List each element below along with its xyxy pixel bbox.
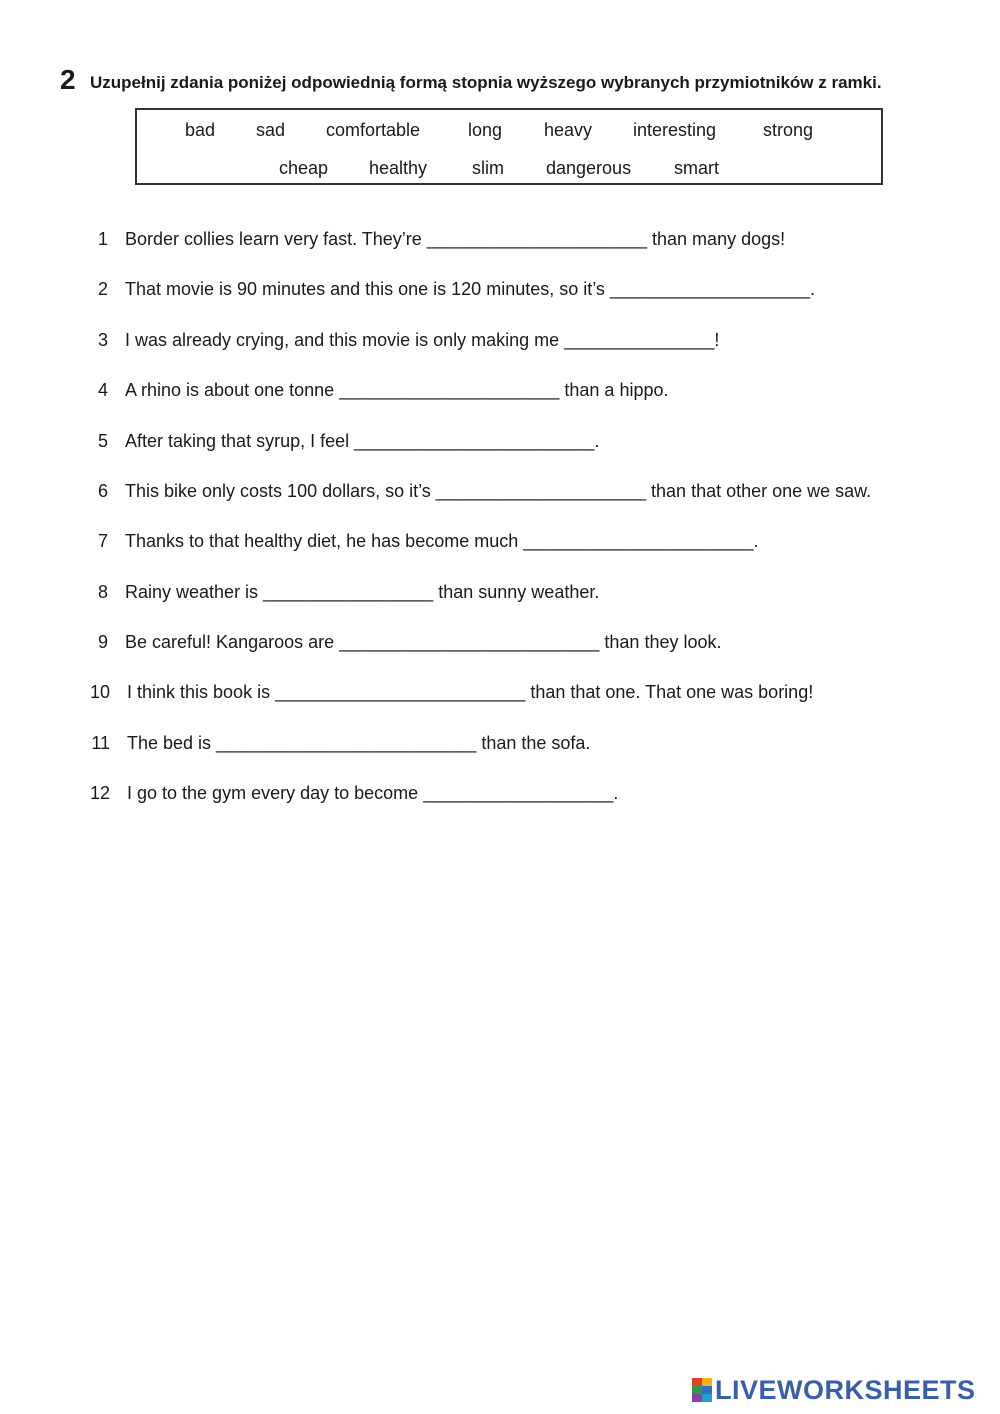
sentence-text[interactable]: Border collies learn very fast. They’re ______________________ than many dogs! — [125, 229, 786, 249]
word-option: heavy — [544, 120, 593, 140]
sentence-item — [0, 780, 1000, 806]
sentence-item — [0, 478, 1000, 504]
word-option: cheap — [279, 158, 329, 178]
liveworksheets-logo[interactable] — [692, 1375, 976, 1405]
sentence-text[interactable]: Be careful! Kangaroos are __________________________ than they look. — [125, 632, 722, 652]
sentence-item — [0, 226, 1000, 252]
task-number: 2 — [60, 64, 76, 95]
word-option: sad — [256, 120, 286, 140]
sentence-text[interactable]: The bed is __________________________ than the sofa. — [127, 733, 591, 753]
word-box-row-1 — [137, 118, 881, 142]
task-instruction: Uzupełnij zdania poniżej odpowiednią formą stopnia wyższego wybranych przymiotników z ramki. — [90, 73, 882, 92]
word-option: long — [468, 120, 503, 140]
liveworksheets-logo-icon — [692, 1378, 712, 1402]
word-option: interesting — [633, 120, 717, 140]
sentence-number: 7 — [97, 531, 108, 551]
sentence-item — [0, 327, 1000, 353]
sentence-number: 12 — [89, 783, 110, 803]
sentence-item — [0, 679, 1000, 705]
word-box — [135, 108, 883, 185]
word-option: strong — [763, 120, 814, 140]
sentence-item — [0, 377, 1000, 403]
logo-tile — [692, 1378, 702, 1386]
word-option: slim — [472, 158, 504, 178]
logo-tile — [702, 1378, 712, 1386]
word-option: bad — [185, 120, 216, 140]
sentence-item — [0, 276, 1000, 302]
sentence-text[interactable]: I go to the gym every day to become ___________________. — [127, 783, 619, 803]
sentence-number: 3 — [97, 330, 108, 350]
sentence-number: 8 — [97, 582, 108, 602]
word-option: healthy — [369, 158, 428, 178]
sentence-text[interactable]: This bike only costs 100 dollars, so it’s _____________________ than that other one we saw. — [125, 481, 872, 501]
sentence-text[interactable]: I was already crying, and this movie is only making me _______________! — [125, 330, 720, 350]
word-option: comfortable — [326, 120, 421, 140]
logo-tile — [702, 1394, 712, 1402]
sentence-item — [0, 730, 1000, 756]
sentence-text[interactable]: After taking that syrup, I feel ________________________. — [125, 431, 600, 451]
logo-tile — [702, 1386, 712, 1394]
sentence-number: 4 — [97, 380, 108, 400]
sentence-number: 10 — [89, 682, 110, 702]
sentence-text[interactable]: A rhino is about one tonne ______________________ than a hippo. — [125, 380, 669, 400]
logo-tile — [692, 1386, 702, 1394]
sentence-item — [0, 428, 1000, 454]
sentence-number: 6 — [97, 481, 108, 501]
sentence-number: 1 — [97, 229, 108, 249]
word-box-row-2 — [137, 156, 881, 180]
logo-tile — [692, 1394, 702, 1402]
sentence-text[interactable]: I think this book is _________________________ than that one. That one was boring! — [127, 682, 814, 702]
sentence-number: 2 — [97, 279, 108, 299]
sentence-text[interactable]: Rainy weather is _________________ than sunny weather. — [125, 582, 600, 602]
word-option: dangerous — [546, 158, 632, 178]
logo-text: LIVEWORKSHEETS — [715, 1375, 976, 1405]
sentence-number: 5 — [97, 431, 108, 451]
word-option: smart — [674, 158, 719, 178]
sentence-number: 11 — [91, 733, 110, 753]
sentence-item — [0, 528, 1000, 554]
sentence-text[interactable]: Thanks to that healthy diet, he has become much _______________________. — [125, 531, 759, 551]
sentence-item — [0, 629, 1000, 655]
sentence-item — [0, 579, 1000, 605]
sentence-text[interactable]: That movie is 90 minutes and this one is 120 minutes, so it’s ____________________. — [125, 279, 816, 299]
sentence-number: 9 — [97, 632, 108, 652]
